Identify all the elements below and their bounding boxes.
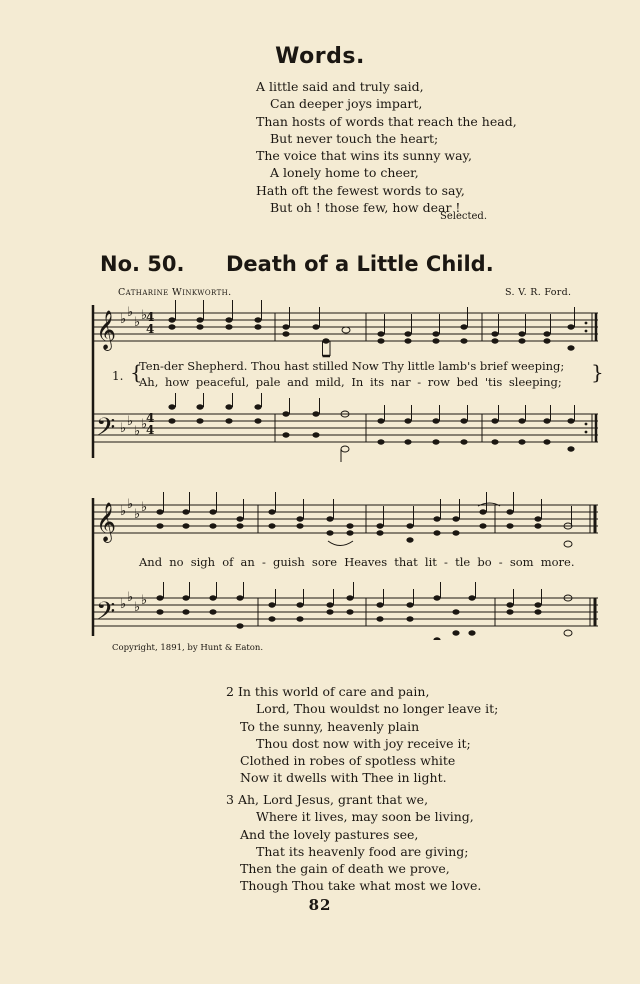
verse-number: 1. [112,369,124,383]
words-title: Words. [275,44,365,69]
poem-line: Can deeper joys impart, [270,96,423,112]
stems-bass-2 [164,582,542,605]
lyric-brace: { [130,360,143,384]
copyright: Copyright, 1891, by Hunt & Eaton. [112,643,264,653]
stanza-line: Though Thou take what most we love. [240,878,482,894]
lyric-brace: } [591,360,604,384]
svg-text:♭: ♭ [134,424,141,439]
time-sig-top: 4 [146,310,155,324]
stanza-line: And the lovely pastures see, [240,826,419,842]
stanza-line: To the sunny, heavenly plain [240,718,420,734]
svg-text:♭: ♭ [120,312,127,327]
hymn-title: Death of a Little Child. [226,252,494,276]
poem-line: The voice that wins its sunny way, [256,148,472,164]
stanza-number: 2 [226,684,234,699]
stanza-line: Ah, Lord Jesus, grant that we, [237,792,429,807]
poem-line: But oh ! those few, how dear ! [270,200,461,216]
stanza-line: Then the gain of death we prove, [240,861,450,877]
bass-clef-icon: 𝄢 [96,413,116,448]
treble-clef-icon: 𝄞 [96,502,117,542]
stems-treble-2 [164,492,572,526]
svg-text:♭: ♭ [141,417,148,432]
stanza-line: Now it dwells with Thee in light. [240,770,447,786]
lyric-line-3: And no sigh of an - guish sore Heaves that lit - tle bo - som more. [139,555,575,569]
stanza-number: 3 [226,792,234,807]
svg-text:♭: ♭ [141,593,148,608]
svg-text:♭: ♭ [141,308,148,323]
svg-text:♭: ♭ [120,504,127,519]
svg-text:♭: ♭ [134,315,141,330]
time-sig-bottom: 4 [146,322,155,336]
bass-staff-1 [94,411,598,442]
poem-line: Hath oft the fewest words to say, [256,182,465,198]
stems-treble-1 [176,300,575,356]
time-signature-bass [146,412,154,436]
stanza-line: In this world of care and pain, [237,684,430,699]
svg-text:♭: ♭ [127,414,134,429]
time-sig-bottom: 4 [146,423,155,437]
notes-treble-2 [156,509,572,547]
lyric-line-1: Ten-der Shepherd. Thou hast stilled Now Thy little lamb's brief weeping; [139,359,565,373]
stanza-3 [226,791,481,895]
svg-text:♭: ♭ [127,305,134,320]
stanza-line: Clothed in robes of spotless white [240,753,456,769]
svg-text:♭: ♭ [127,590,134,605]
poem-line: Than hosts of words that reach the head, [256,113,517,129]
hymn-composer: S. V. R. Ford. [505,287,572,298]
poem-source: Selected. [440,211,488,222]
stanza-line: Where it lives, may soon be living, [256,809,474,825]
svg-text:♭: ♭ [141,500,148,515]
lyric-line-2: Ah, how peaceful, pale and mild, In its nar - row bed 'tis sleeping; [139,375,562,389]
stanza-line: Thou dost now with joy receive it; [256,735,471,751]
svg-text:♭: ♭ [120,597,127,612]
svg-text:♭: ♭ [127,497,134,512]
treble-clef-icon: 𝄞 [96,310,117,350]
treble-staff-2 [94,505,598,533]
notes-bass-2 [156,595,572,640]
svg-text:♭: ♭ [120,421,127,436]
stanza-line: That its heavenly food are giving; [256,843,469,859]
stanza-line: Lord, Thou wouldst no longer leave it; [256,701,499,717]
bass-staff-2 [94,598,598,626]
time-sig-top: 4 [146,411,155,425]
poem-line: A little said and truly said, [256,79,424,94]
svg-text:♭: ♭ [134,507,141,522]
hymn-number: No. 50. [100,252,185,276]
poem-line: A lonely home to cheer, [270,165,419,181]
page-number: 82 [308,896,332,914]
stanza-2 [226,683,498,787]
time-signature-treble [146,311,154,335]
svg-text:♭: ♭ [134,600,141,615]
poem-line: But never touch the heart; [270,130,439,146]
bass-clef-icon: 𝄢 [96,597,116,632]
hymn-author: Catharine Winkworth. [118,287,232,298]
